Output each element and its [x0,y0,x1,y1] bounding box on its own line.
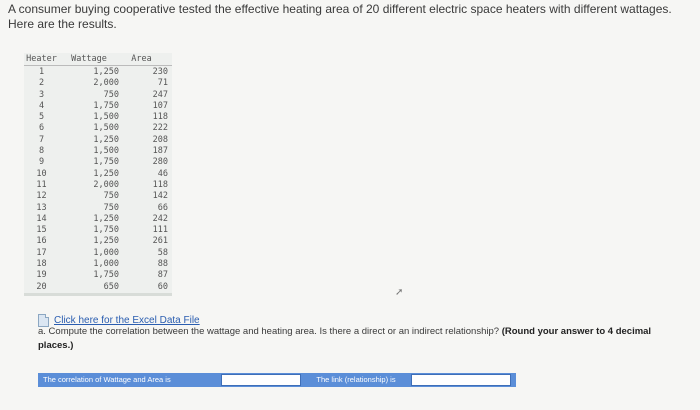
question-a [38,325,678,353]
heater-cell: 6 [38,123,45,134]
table-row [24,123,172,134]
table-row [24,67,172,78]
heater-cell: 19 [36,270,47,281]
heater-cell: 5 [38,112,45,123]
wattage-cell: 1,000 [93,259,119,270]
table-row [24,101,172,112]
correlation-label: The correlation of Wattage and Area is [43,375,171,384]
table-row [24,78,172,89]
heater-cell: 16 [36,236,47,247]
table-row [24,180,172,191]
table-row [24,236,172,247]
wattage-cell: 1,250 [93,134,119,145]
area-cell: 107 [152,100,168,111]
table-body [24,67,172,293]
wattage-cell: 1,250 [93,67,119,77]
wattage-cell: 1,750 [93,100,119,111]
area-cell: 187 [152,146,168,157]
table-row [24,146,172,157]
area-cell: 261 [152,236,168,247]
table-row [24,112,172,123]
table-row [24,157,172,168]
table-row [24,90,172,101]
table-row [24,270,172,281]
wattage-cell: 750 [103,89,119,100]
heater-cell: 7 [38,134,45,145]
header-wattage: Wattage [71,54,107,64]
area-cell: 71 [157,78,168,89]
wattage-cell: 1,750 [93,225,119,236]
heater-cell: 1 [38,67,45,77]
table-row [24,169,172,180]
wattage-cell: 2,000 [93,78,119,89]
area-cell: 87 [157,270,168,281]
heater-cell: 9 [38,157,45,168]
heater-cell: 12 [36,191,47,202]
area-cell: 60 [157,281,168,292]
area-cell: 230 [152,67,168,77]
heater-cell: 20 [36,281,47,292]
wattage-cell: 1,250 [93,236,119,247]
header-heater: Heater [26,54,57,64]
area-cell: 58 [157,247,168,258]
table-row [24,282,172,293]
wattage-cell: 1,250 [93,168,119,179]
area-cell: 222 [152,123,168,134]
heater-cell: 4 [38,100,45,111]
area-cell: 118 [152,179,168,190]
wattage-cell: 1,500 [93,146,119,157]
area-cell: 66 [157,202,168,213]
heater-cell: 14 [36,213,47,224]
area-cell: 118 [152,112,168,123]
relationship-select[interactable] [411,374,511,386]
table-row [24,135,172,146]
heater-cell: 17 [36,247,47,258]
area-cell: 280 [152,157,168,168]
heater-cell: 11 [36,179,47,190]
table-row [24,225,172,236]
area-cell: 142 [152,191,168,202]
wattage-cell: 1,000 [93,247,119,258]
heater-cell: 13 [36,202,47,213]
mouse-cursor-icon: ➚ [395,287,404,298]
wattage-cell: 750 [103,202,119,213]
table-row [24,191,172,202]
answer-row [38,373,516,387]
question-text: a. Compute the correlation between the wattage and heating area. Is there a direct or an indirect relationship? [38,326,500,337]
wattage-cell: 1,750 [93,157,119,168]
table-row [24,248,172,259]
heater-cell: 15 [36,225,47,236]
wattage-cell: 1,500 [93,123,119,134]
wattage-cell: 2,000 [93,179,119,190]
heater-cell: 18 [36,259,47,270]
wattage-cell: 1,250 [93,213,119,224]
table-header [24,53,172,66]
heater-cell: 3 [38,89,45,100]
heater-cell: 10 [36,168,47,179]
problem-intro: A consumer buying cooperative tested the effective heating area of 20 different electric space heaters with different wattages. Here are the results. [8,2,672,31]
heater-cell: 2 [38,78,45,89]
header-area: Area [131,54,152,64]
excel-data-link[interactable]: Click here for the Excel Data File [54,315,200,326]
area-cell: 111 [152,225,168,236]
wattage-cell: 650 [103,281,119,292]
table-row [24,203,172,214]
wattage-cell: 750 [103,191,119,202]
area-cell: 242 [152,213,168,224]
heater-cell: 8 [38,146,45,157]
data-table [24,53,172,296]
table-row [24,214,172,225]
correlation-input[interactable] [221,374,301,386]
area-cell: 88 [157,259,168,270]
question-instruction: (Round your answer to 4 decimal places.) [38,326,652,351]
area-cell: 46 [157,168,168,179]
table-row [24,259,172,270]
wattage-cell: 1,750 [93,270,119,281]
area-cell: 247 [152,89,168,100]
area-cell: 208 [152,134,168,145]
wattage-cell: 1,500 [93,112,119,123]
relationship-label: The link (relationship) is [316,375,396,384]
